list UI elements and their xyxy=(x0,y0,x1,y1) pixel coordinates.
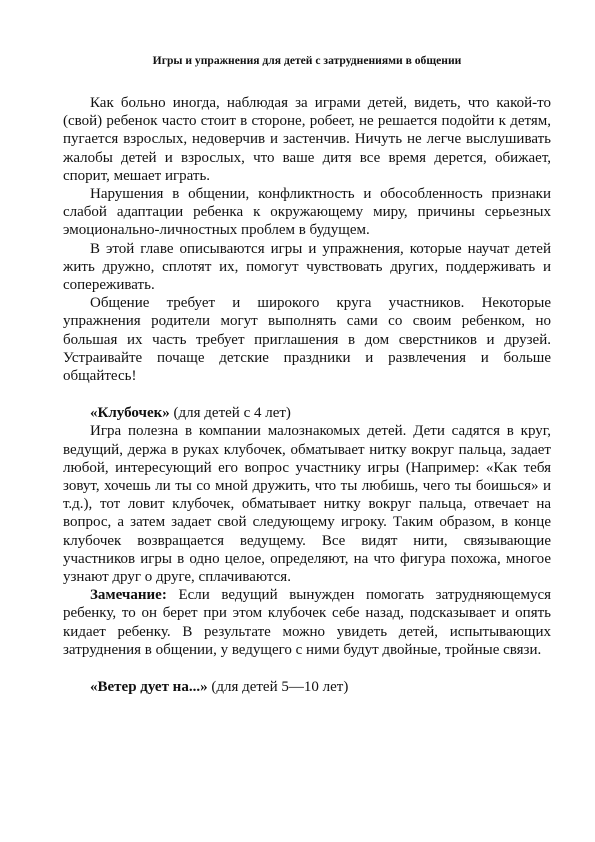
document-title: Игры и упражнения для детей с затруднениями в общении xyxy=(152,54,462,67)
section-spacer xyxy=(63,385,551,404)
game-age-klubochek: (для детей с 4 лет) xyxy=(169,405,291,422)
note-text: Если ведущий вынужден помогать затрудняющемуся ребенку, то он берет при этом клубочек себе назад, подсказывает и опять кидает ребенку. В результате можно увидеть детей, испытывающих затруднения в общении, у ведущего с ними будут двойные, тройные связи. xyxy=(63,587,551,658)
game-description-klubochek: Игра полезна в компании малознакомых детей. Дети садятся в круг, ведущий, держа в руках клубочек, обматывает нитку вокруг пальца, задает любой, интересующий его вопрос участнику игры (Например: «Как тебя зовут, хочешь ли ты со мной дружить, что ты любишь, чего ты боишься» и т.д.), тот ловит клубочек, обматывает нитку вокруг пальца, отвечает на вопрос, а затем задает свой следующему игроку. Таким образом, в конце клубочек возвращается ведущему. Все видят нити, связывающие участников игры в одно целое, определяют, на что фигура похожа, многое узнают друг о друге, сплачиваются. xyxy=(63,423,551,586)
game-heading-klubochek xyxy=(63,404,551,422)
intro-paragraph-1: Как больно иногда, наблюдая за играми детей, видеть, что какой-то (свой) ребенок часто стоит в стороне, робеет, не решается подойти к детям, пугается взрослых, недоверчив и застенчив. Ничуть не легче выслушивать жалобы детей и взрослых, что ваше дитя все время дерется, обижает, спорит, мешает играть. xyxy=(63,95,551,184)
section-spacer-2 xyxy=(63,659,551,678)
game-note-klubochek xyxy=(63,586,551,659)
intro-paragraph-4: Общение требует и широкого круга участников. Некоторые упражнения родители могут выполнять сами со своим ребенком, но большая их часть требует приглашения в дом сверстников и друзей. Устраивайте почаще детские праздники и развлечения и больше общайтесь! xyxy=(63,295,551,385)
game-age-veter: (для детей 5—10 лет) xyxy=(207,679,349,696)
game-name-veter: «Ветер дует на...» xyxy=(90,679,208,696)
game-name-klubochek: «Клубочек» xyxy=(90,405,170,422)
document-body xyxy=(63,94,551,696)
intro-paragraph-3: В этой главе описываются игры и упражнения, которые научат детей жить дружно, сплотят их, помогут чувствовать других, поддерживать и сопереживать. xyxy=(63,240,551,294)
game-heading-veter xyxy=(63,678,551,696)
note-label: Замечание: xyxy=(90,587,167,604)
intro-paragraph-2: Нарушения в общении, конфликтность и обособленность признаки слабой адаптации ребенка к окружающему миру, причины серьезных эмоционально-личностных проблем в будущем. xyxy=(63,186,551,239)
